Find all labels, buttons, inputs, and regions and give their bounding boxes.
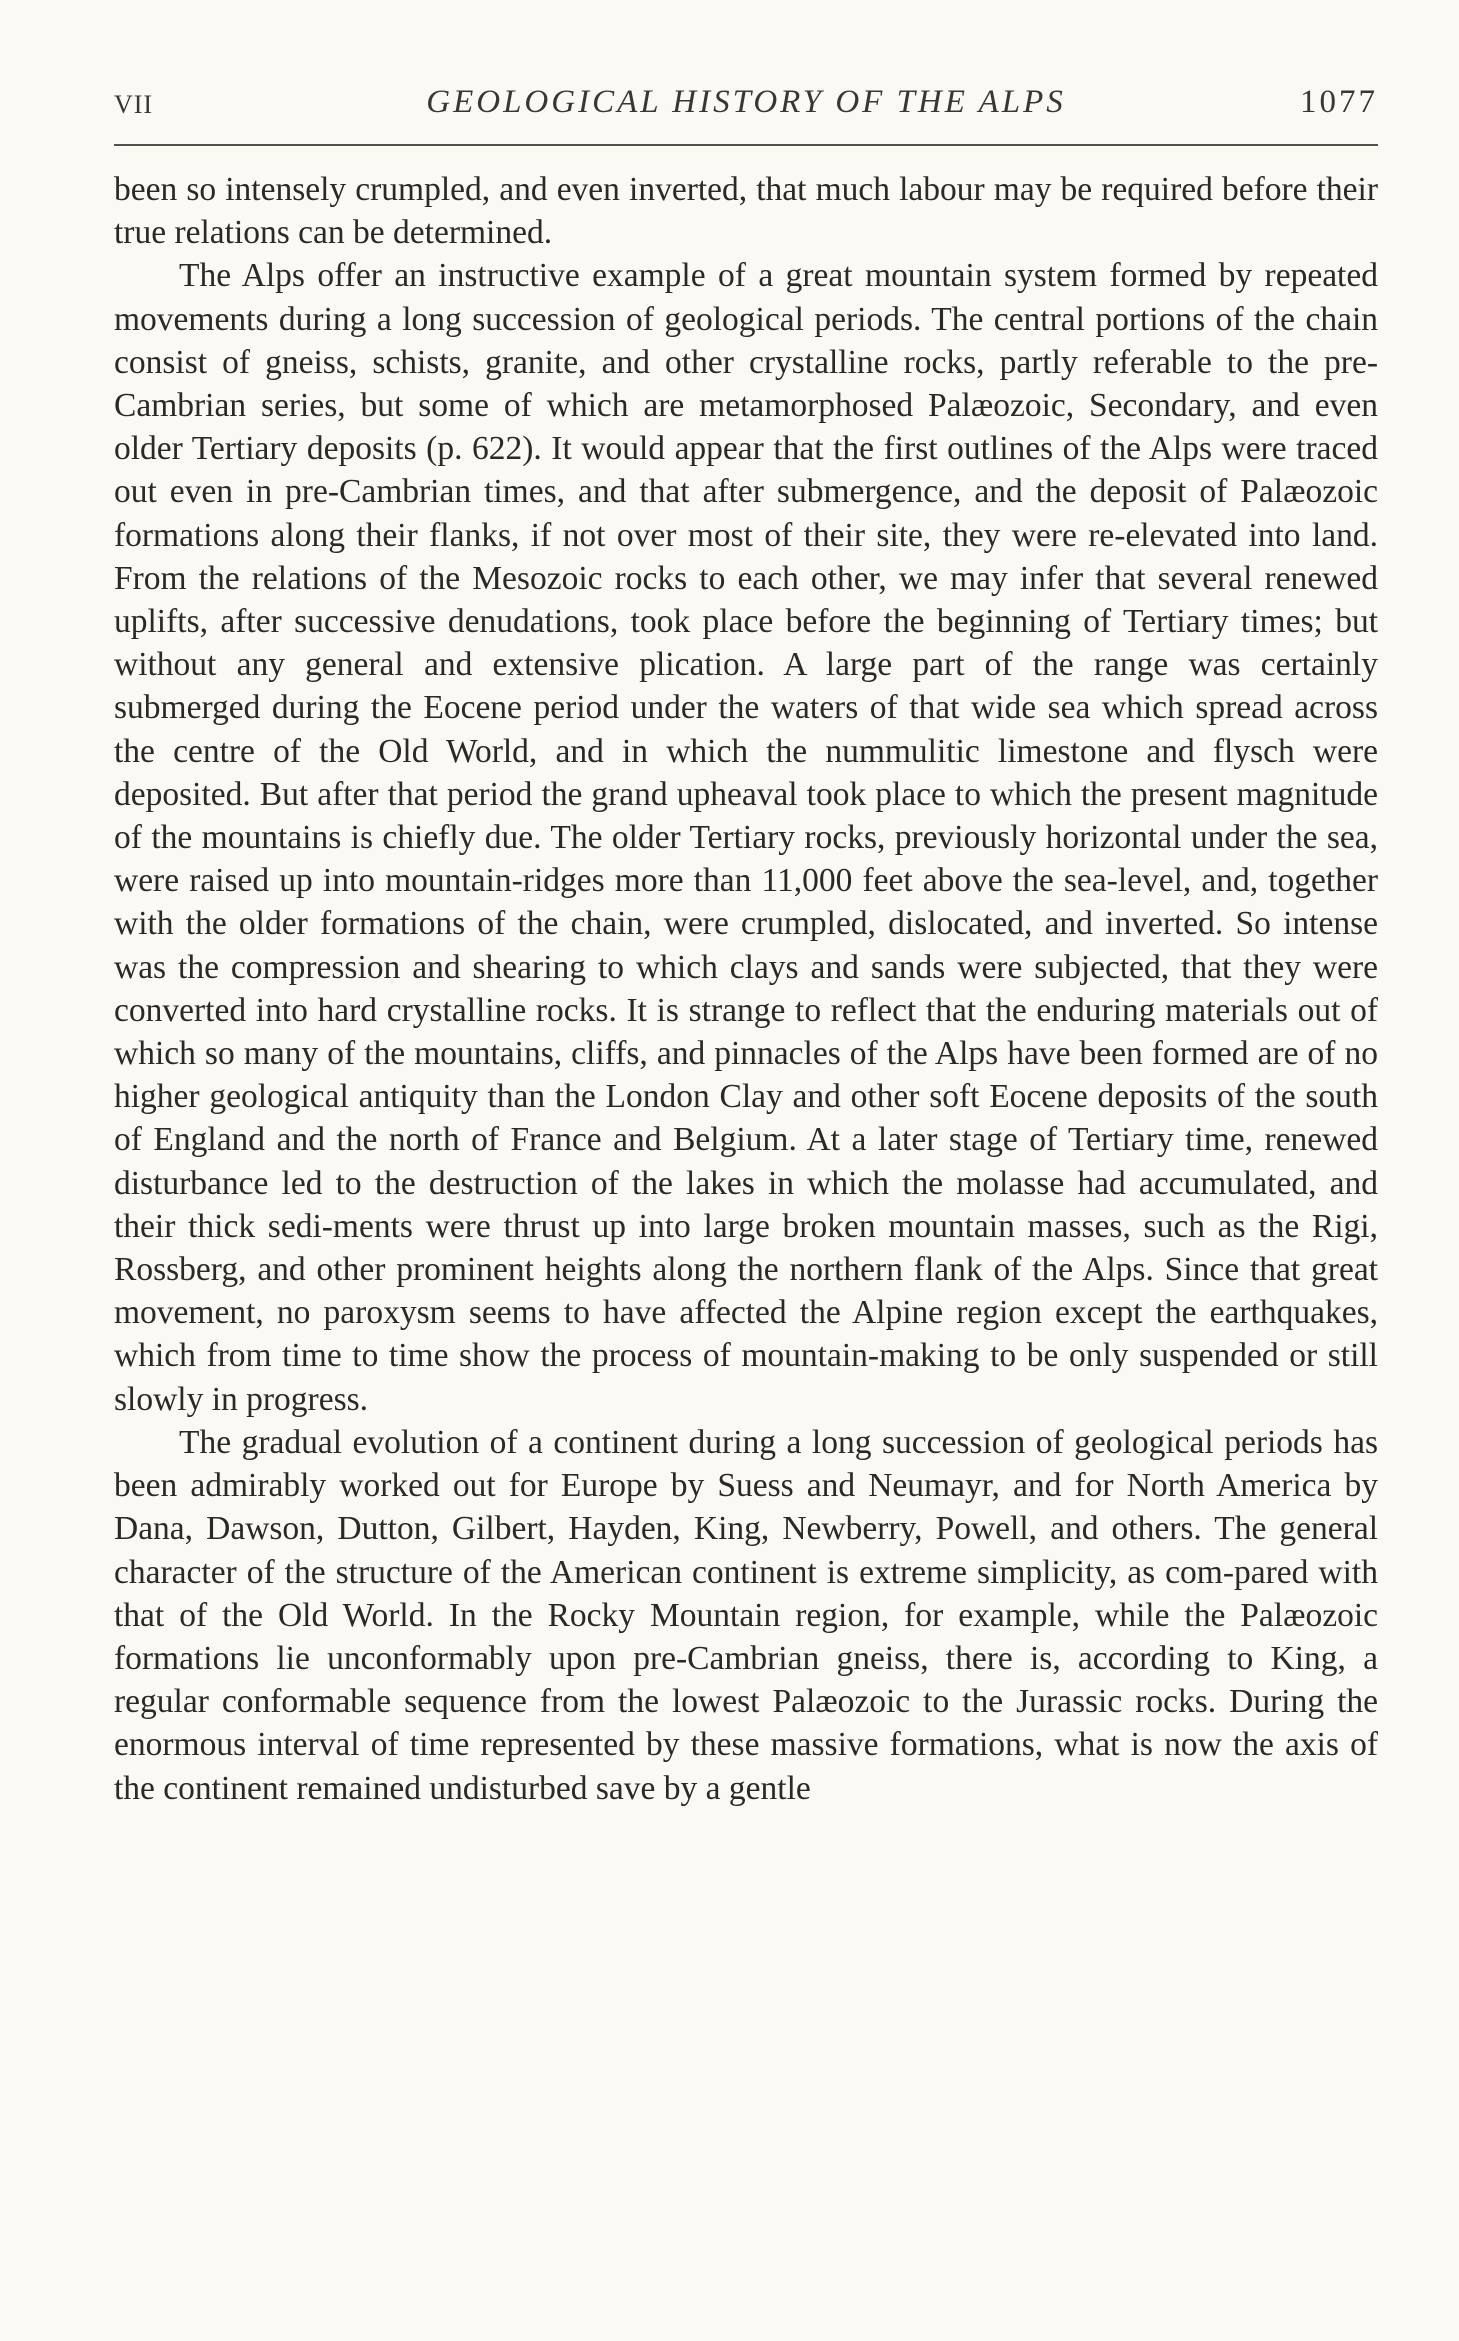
running-head bbox=[114, 84, 1378, 136]
chapter-number: VII bbox=[114, 90, 154, 119]
page-number: 1077 bbox=[1300, 84, 1378, 120]
header-rule bbox=[114, 144, 1378, 146]
paragraph-alps-structure: The Alps offer an instructive example of a great mountain system formed by repeated movements during a long succession of geological periods. The central portions of the chain consist of gneiss, schists, granite, and other crystalline rocks, partly referable to the pre-Cambrian series, but some of which are metamorphosed Palæozoic, Secondary, and even older Tertiary deposits (p. 622). It would appear that the first outlines of the Alps were traced out even in pre-Cambrian times, and that after submergence, and the deposit of Palæozoic formations along their flanks, if not over most of their site, they were re-elevated into land. From the relations of the Mesozoic rocks to each other, we may infer that several renewed uplifts, after successive denudations, took place before the beginning of Tertiary times; but without any general and extensive plication. A large part of the range was certainly submerged during the Eocene period under the waters of that wide sea which spread across the centre of the Old World, and in which the nummulitic limestone and flysch were deposited. But after that period the grand upheaval took place to which the present magnitude of the mountains is chiefly due. The older Tertiary rocks, previously horizontal under the sea, were raised up into mountain-ridges more than 11,000 feet above the sea-level, and, together with the older formations of the chain, were crumpled, dislocated, and inverted. So intense was the compression and shearing to which clays and sands were subjected, that they were converted into hard crystalline rocks. It is strange to reflect that the enduring materials out of which so many of the mountains, cliffs, and pinnacles of the Alps have been formed are of no higher geological antiquity than the London Clay and other soft Eocene deposits of the south of England and the north of France and Belgium. At a later stage of Tertiary time, renewed disturbance led to the destruction of the lakes in which the molasse had accumulated, and their thick sedi-ments were thrust up into large broken mountain masses, such as the Rigi, Rossberg, and other prominent heights along the northern flank of the Alps. Since that great movement, no paroxysm seems to have affected the Alpine region except the earthquakes, which from time to time show the process of mountain-making to be only suspended or still slowly in progress. bbox=[114, 257, 1378, 1418]
book-page bbox=[114, 84, 1378, 1810]
paragraph-continent-evolution: The gradual evolution of a continent during a long succession of geological periods has been admirably worked out for Europe by Suess and Neumayr, and for North America by Dana, Dawson, Dutton, Gilbert, Hayden, King, Newberry, Powell, and others. The general character of the structure of the American continent is extreme simplicity, as com-pared with that of the Old World. In the Rocky Mountain region, for example, while the Palæozoic formations lie unconformably upon pre-Cambrian gneiss, there is, according to King, a regular conformable sequence from the lowest Palæozoic to the Jurassic rocks. During the enormous interval of time represented by these massive formations, what is now the axis of the continent remained undisturbed save by a gentle bbox=[114, 1423, 1378, 1807]
body-text bbox=[114, 168, 1378, 1810]
paragraph-continuation: been so intensely crumpled, and even inverted, that much labour may be required before their true relations can be determined. bbox=[114, 171, 1378, 252]
running-title: GEOLOGICAL HISTORY OF THE ALPS bbox=[426, 84, 1066, 120]
